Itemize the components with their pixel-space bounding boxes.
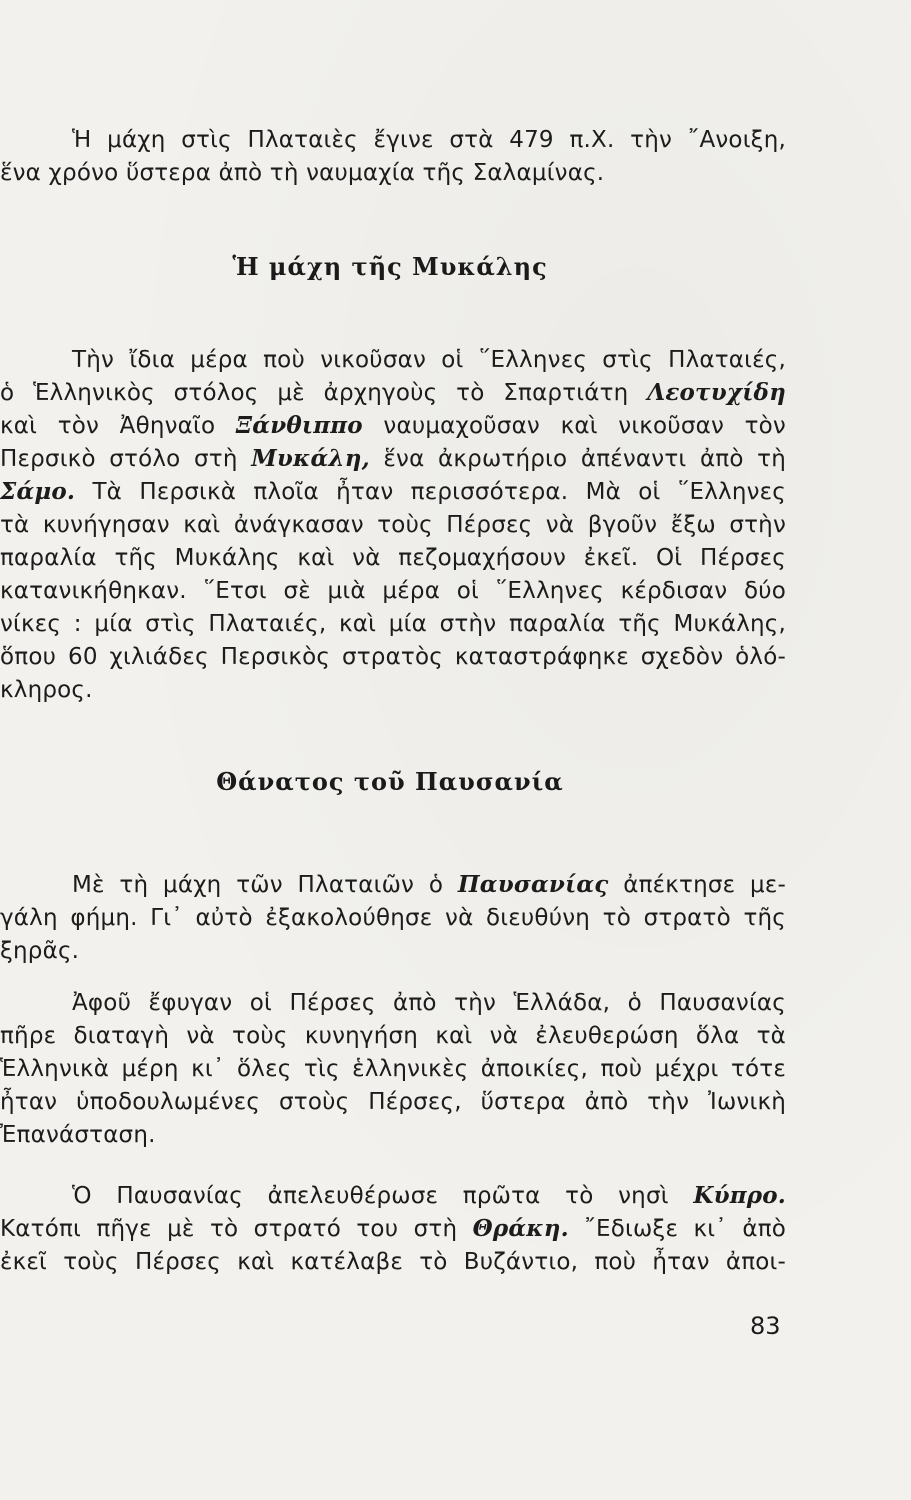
name-pausanias: Παυσανίας [457, 871, 609, 898]
mykale-line-2 [0, 377, 786, 409]
intro-line-1: Ἡ μάχη στὶς Πλαταιὲς ἔγινε στὰ 479 π.Χ. τὴν ῎Ανοιξη, [72, 127, 786, 153]
death-p2-line-3: Ἑλληνικὰ μέρη κι᾿ ὅλες τὶς ἑλληνικὲς ἀποικίες, ποὺ μέχρι τότε [0, 1056, 786, 1082]
death-p1-line-1b: ἀπέκτησε με- [623, 872, 786, 898]
mykale-line-4 [0, 443, 786, 475]
death-p3-line-1 [0, 1180, 786, 1212]
mykale-line-6: τὰ κυνήγησαν καὶ ἀνάγκασαν τοὺς Πέρσες νὰ βγοῦν ἔξω στὴν [0, 512, 786, 538]
death-p2-line-5: Ἐπανάσταση. [0, 1122, 156, 1148]
death-p3-line-2 [0, 1213, 786, 1245]
death-p1-line-2: γάλη φήμη. Γι᾿ αὐτὸ ἐξακολούθησε νὰ διευθύνη τὸ στρατὸ τῆς [0, 905, 786, 931]
death-p3-line-3: ἐκεῖ τοὺς Πέρσες καὶ κατέλαβε τὸ Βυζάντιο, ποὺ ἦταν ἀποι- [0, 1249, 786, 1275]
mykale-line-5 [0, 476, 786, 508]
place-samos: Σάμο. [0, 478, 76, 505]
mykale-line-3b: ναυμαχοῦσαν καὶ νικοῦσαν τὸν [383, 413, 786, 439]
death-p1-line-1a: Μὲ τὴ μάχη τῶν Πλαταιῶν ὁ [72, 872, 444, 898]
death-p1-line-3: ξηρᾶς. [0, 938, 80, 964]
place-thrace: Θράκη. [472, 1215, 569, 1242]
mykale-line-11: κληρος. [0, 677, 93, 703]
mykale-line-9: νίκες : μία στὶς Πλαταιές, καὶ μία στὴν παραλία τῆς Μυκάλης, [0, 611, 786, 637]
mykale-line-3a: καὶ τὸν Ἀθηναῖο [0, 413, 216, 439]
mykale-line-5b: Τὰ Περσικὰ πλοῖα ἦταν περισσότερα. Μὰ οἱ ῞Ελληνες [92, 479, 786, 505]
page-number: 83 [750, 1312, 781, 1340]
death-p2-line-1: Ἀφοῦ ἔφυγαν οἱ Πέρσες ἀπὸ τὴν Ἑλλάδα, ὁ Παυσανίας [72, 990, 786, 1016]
name-xanthippos: Ξάνθιππο [235, 412, 363, 439]
name-leotychides: Λεοτυχίδη [647, 379, 787, 406]
mykale-line-4b: ἕνα ἀκρωτήριο ἀπέναντι ἀπὸ τὴ [383, 446, 787, 472]
section-heading-mykale: Ἡ μάχη τῆς Μυκάλης [232, 252, 548, 281]
section-heading-death: Θάνατος τοῦ Παυσανία [216, 767, 564, 796]
death-p3-line-2a: Κατόπι πῆγε μὲ τὸ στρατό του στὴ [0, 1216, 458, 1242]
death-p2-line-4: ἦταν ὑποδουλωμένες στοὺς Πέρσες, ὕστερα ἀπὸ τὴν Ἰωνικὴ [0, 1089, 786, 1115]
mykale-line-7: παραλία τῆς Μυκάλης καὶ νὰ πεζομαχήσουν ἐκεῖ. Οἱ Πέρσες [0, 545, 786, 571]
place-cyprus: Κύπρο. [693, 1182, 787, 1209]
mykale-line-1: Τὴν ἴδια μέρα ποὺ νικοῦσαν οἱ ῞Ελληνες στὶς Πλαταιές, [72, 347, 786, 373]
mykale-line-2-text: ὁ Ἑλληνικὸς στόλος μὲ ἀρχηγοὺς τὸ Σπαρτιάτη [0, 380, 629, 406]
death-p2-line-2: πῆρε διαταγὴ νὰ τοὺς κυνηγήση καὶ νὰ ἐλευθερώση ὅλα τὰ [0, 1023, 786, 1049]
place-mykale: Μυκάλη, [251, 445, 370, 472]
mykale-line-8: κατανικήθηκαν. ῞Ετσι σὲ μιὰ μέρα οἱ ῞Ελληνες κέρδισαν δύο [0, 578, 786, 604]
mykale-line-10: ὅπου 60 χιλιάδες Περσικὸς στρατὸς καταστράφηκε σχεδὸν ὁλό- [0, 644, 786, 670]
death-p1-line-1 [0, 869, 786, 901]
mykale-line-4a: Περσικὸ στόλο στὴ [0, 446, 238, 472]
death-p3-line-1a: Ὁ Παυσανίας ἀπελευθέρωσε πρῶτα τὸ νησὶ [72, 1183, 669, 1209]
death-p3-line-2b: ῎Εδιωξε κι᾿ ἀπὸ [584, 1216, 787, 1242]
intro-line-2: ἕνα χρόνο ὕστερα ἀπὸ τὴ ναυμαχία τῆς Σαλαμίνας. [0, 160, 605, 186]
mykale-line-3 [0, 410, 786, 442]
